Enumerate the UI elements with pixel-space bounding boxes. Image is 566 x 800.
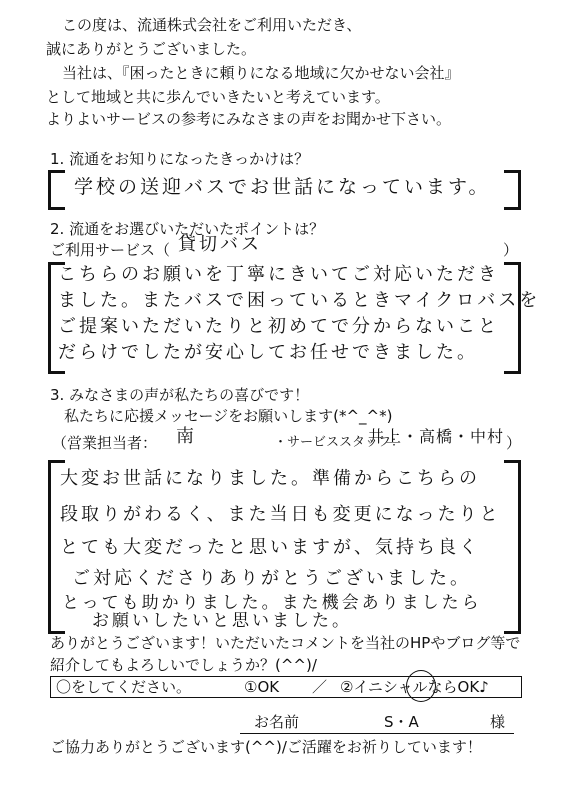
option-initials-ok[interactable]: ②イニシャルならOK♪ [340, 678, 489, 696]
q2-answer-line-1: こちらのお願いを丁寧にきいてご対応いただき [58, 264, 499, 285]
selected-option-circle [406, 670, 436, 702]
q1-answer: 学校の送迎バスでお世話になっています。 [74, 176, 491, 198]
honorific: 様 [490, 713, 506, 731]
q1-bracket-left [48, 170, 65, 210]
q2-service-label: ご利用サービス（ [50, 241, 171, 259]
q3-answer-line-2: 段取りがわるく、また当日も変更になったりと [60, 504, 501, 525]
q3-sales-label: （営業担当者： [52, 434, 158, 452]
q3-sales-value: 南 [176, 426, 197, 447]
q3-bracket-right [504, 460, 521, 634]
q2-service-value: 貸切バス [178, 234, 262, 255]
permission-instruction: 〇をしてください。 [56, 678, 192, 696]
q3-answer-line-3: とても大変だったと思いますが、気持ち良く [60, 537, 480, 558]
intro-line-2: 誠にありがとうございました。 [46, 40, 257, 58]
q2-service-close: ） [503, 241, 519, 259]
q3-answer-line-4: ご対応くださりありがとうございました。 [72, 568, 471, 589]
q3-staff-label: ・サービススタッフ： [274, 435, 405, 450]
option-separator: ／ [312, 678, 328, 696]
q3-answer-line-6: お願いしたいと思いました。 [92, 611, 352, 631]
q3-answer-line-5: とっても助かりました。また機会ありましたら [62, 593, 482, 613]
q3-answer-line-1: 大変お世話になりました。準備からこちらの [60, 468, 480, 489]
q3-question: 3. みなさまの声が私たちの喜びです！ [50, 386, 310, 404]
permission-line-1: ありがとうございます！いただいたコメントを当社のHPやブログ等で [50, 634, 521, 652]
intro-line-1: この度は、流通株式会社をご利用いただき、 [62, 16, 362, 34]
q1-question: 1. 流通をお知りになったきっかけは？ [50, 150, 310, 168]
q2-answer-line-2: ました。またバスで困っているときマイクロバスを [58, 290, 541, 311]
permission-line-2: 紹介してもよろしいでしょうか？(^^)/ [50, 656, 317, 674]
q3-staff-close: ） [506, 434, 522, 452]
name-label: お名前 [254, 713, 300, 731]
name-underline [240, 733, 514, 734]
q3-subtitle: 私たちに応援メッセージをお願いします(*^_^*) [64, 407, 393, 425]
option-ok[interactable]: ①OK [244, 678, 280, 696]
q3-staff-value: 井上・高橋・中村 [368, 427, 505, 446]
footer-message: ご協力ありがとうございます(^^)/ご活躍をお祈りしています！ [50, 738, 482, 756]
intro-line-4: として地域と共に歩んでいきたいと考えています。 [46, 88, 390, 106]
intro-line-3: 当社は、『困ったときに頼りになる地域に欠かせない会社』 [62, 64, 460, 82]
intro-line-5: よりよいサービスの参考にみなさまの声をお聞かせ下さい。 [46, 110, 452, 128]
q2-question: 2. 流通をお選びいただいたポイントは？ [50, 220, 325, 238]
q2-answer-line-4: だらけでしたが安心してお任せできました。 [58, 342, 478, 363]
q2-bracket-right [504, 262, 521, 374]
name-value: S・A [384, 713, 419, 731]
q1-bracket-right [504, 170, 521, 210]
q2-answer-line-3: ご提案いただいたりと初めてで分からないこと [58, 316, 499, 337]
